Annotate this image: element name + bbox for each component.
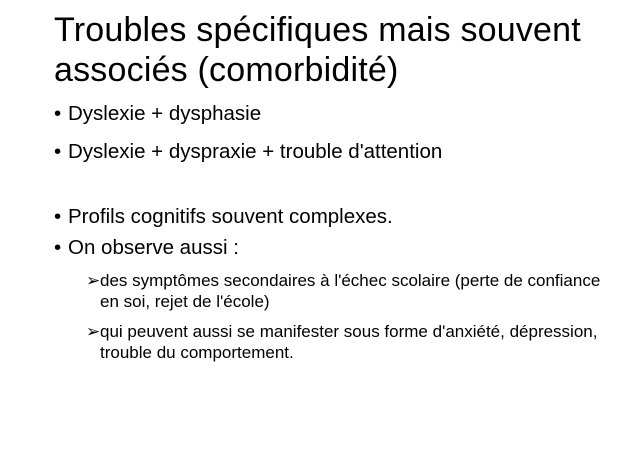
bullet-marker: • xyxy=(54,140,62,163)
arrow-bullet-icon: ➢ xyxy=(86,271,101,290)
bullet-item xyxy=(54,140,624,164)
bullet-item xyxy=(54,236,624,260)
bullet-item xyxy=(54,205,624,229)
slide-title: Troubles spécifiques mais souvent associés (comorbidité) xyxy=(54,11,581,89)
bullet-text: Dyslexie + dysphasie xyxy=(68,102,262,125)
bullet-text: Dyslexie + dyspraxie + trouble d'attention xyxy=(68,140,443,163)
bullet-marker: • xyxy=(54,205,62,228)
arrow-bullet-icon: ➢ xyxy=(86,322,101,341)
bullet-text: Profils cognitifs souvent complexes. xyxy=(68,205,393,228)
bullet-marker: • xyxy=(54,236,62,259)
sub-bullet-item xyxy=(86,321,606,363)
sub-bullet-text: des symptômes secondaires à l'échec scolaire (perte de confiance en soi, rejet de l'école) xyxy=(100,271,601,311)
sub-bullet-text: qui peuvent aussi se manifester sous forme d'anxiété, dépression, trouble du comportement. xyxy=(100,322,598,362)
bullet-marker: • xyxy=(54,102,62,125)
bullet-text: On observe aussi : xyxy=(68,236,239,259)
sub-bullet-item xyxy=(86,270,606,312)
bullet-item xyxy=(54,102,624,126)
